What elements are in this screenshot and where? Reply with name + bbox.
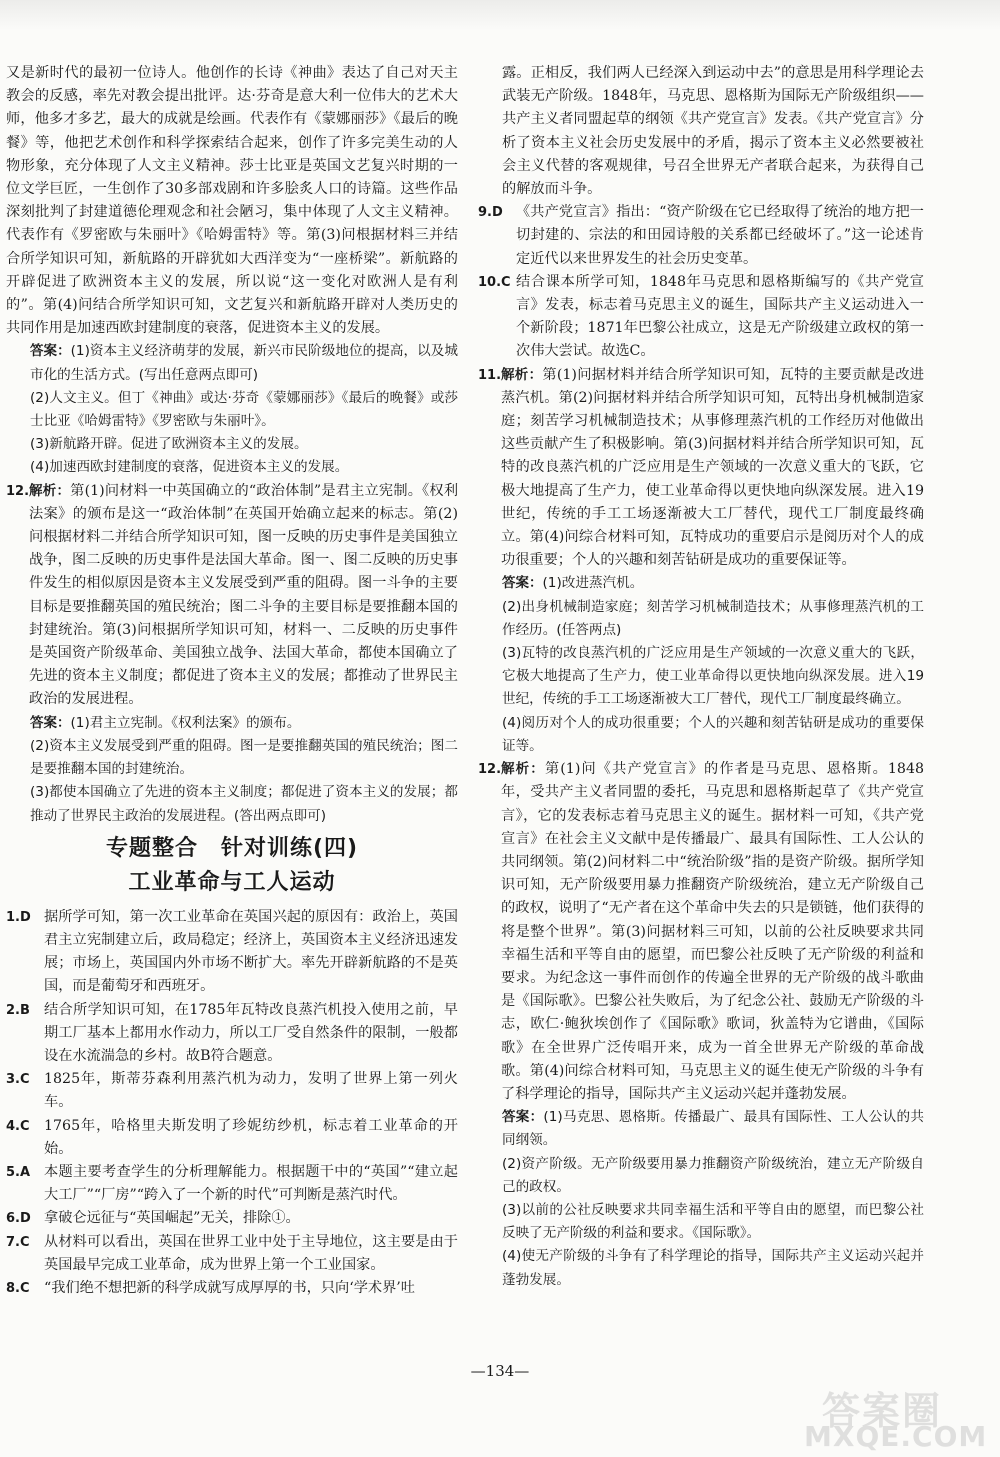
answer-label: 答案： bbox=[30, 714, 71, 731]
item-text: 1765年，哈格里夫斯发明了珍妮纺纱机，标志着工业革命的开始。 bbox=[44, 1117, 458, 1157]
watermark-url-icon: MXQE.COM bbox=[804, 1420, 988, 1453]
item-number: 10.C bbox=[478, 274, 511, 290]
answer-label: 答案： bbox=[502, 575, 543, 592]
item-number: 5.A bbox=[6, 1164, 31, 1180]
item-number: 4.C bbox=[6, 1118, 30, 1134]
page-number: —134— bbox=[470, 1362, 530, 1380]
item-text: 据所学可知，第一次工业革命在英国兴起的原因有：政治上，英国君主立宪制建立后，政局稳定；经济上，英国资本主义经济迅速发展；市场上，英国国内外市场不断扩大。率先开辟新航路的不是英国，而是葡萄牙和西班牙。 bbox=[44, 908, 458, 995]
answer-item bbox=[478, 271, 924, 364]
q12-answer-1: (1)马克思、恩格斯。传播最广、最具有国际性、工人公认的共同纲领。 bbox=[502, 1109, 924, 1149]
item-text: 结合课本所学可知，1848年马克思和恩格斯编写的《共产党宣言》发表，标志着马克思主义的诞生，国际共产主义运动进入一个新阶段；1871年巴黎公社成立，这是无产阶级建立政权的第一次伟大尝试。故选C。 bbox=[516, 273, 924, 360]
answer-item bbox=[6, 1277, 458, 1300]
q11-answer-3: (3)瓦特的改良蒸汽机的广泛应用是生产领域的一次意义重大的飞跃，它极大地提高了生产力，使工业革命得以更快地向纵深发展。进入19世纪，传统的手工工场逐渐被大工厂替代，现代工厂制度最终确立。 bbox=[502, 645, 924, 708]
analysis-label: 解析： bbox=[29, 482, 71, 499]
q11-answer-2: (2)出身机械制造家庭；刻苦学习机械制造技术；从事修理蒸汽机的工作经历。(任答两点) bbox=[502, 598, 924, 638]
answer-list bbox=[6, 906, 458, 1300]
item-number: 6.D bbox=[6, 1211, 31, 1227]
item-number: 7.C bbox=[6, 1234, 30, 1250]
item-text: 拿破仑远征与“英国崛起”无关，排除①。 bbox=[44, 1210, 300, 1227]
q11-answer-4: (4)阅历对个人的成功很重要；个人的兴趣和刻苦钻研是成功的重要保证等。 bbox=[502, 714, 924, 754]
item-number: 2.B bbox=[6, 1002, 30, 1018]
question-number: 12. bbox=[478, 762, 502, 778]
continued-paragraph: 露。正相反，我们两人已经深入到运动中去”的意思是用科学理论去武装无产阶级。1848年，马克思、恩格斯为国际无产阶级组织——共产主义者同盟起草的纲领《共产党宣言》发表。《共产党宣言》分析了资本主义社会历史发展中的矛盾，揭示了资本主义必然要被社会主义代替的客观规律，号召全世界无产者联合起来，为获得自己的解放而斗争。 bbox=[502, 65, 924, 198]
analysis-text: 第(1)问材料一中英国确立的“政治体制”是君主立宪制。《权利法案》的颁布是这一“政治体制”在英国开始确立起来的标志。第(2)问根据材料二并结合所学知识可知，图一反映的历史事件是美国独立战争，图二反映的历史事件是法国大革命。图一、图二反映的历史事件发生的相似原因是资本主义发展受到严重的阻碍。图一斗争的主要目标是要推翻英国的殖民统治；图二斗争的主要目标是要推翻本国的封建统治。第(3)问根据所学知识可知，材料一、二反映的历史事件是英国资产阶级革命、美国独立战争、法国大革命，都使本国确立了先进的资本主义制度；都促进了资本主义的发展；都推动了世界民主政治的发展进程。 bbox=[29, 482, 459, 708]
answer-line-3: (3)新航路开辟。促进了欧洲资本主义的发展。 bbox=[30, 436, 308, 453]
question-number: 12. bbox=[6, 483, 30, 499]
analysis-text: 第(1)问据材料并结合所学知识可知，瓦特的主要贡献是改进蒸汽机。第(2)问据材料并结合所学知识可知，瓦特出身机械制造家庭；刻苦学习机械制造技术；从事修理蒸汽机的工作经历对他做出这些贡献产生了积极影响。第(3)问据材料并结合所学知识可知，瓦特的改良蒸汽机的广泛应用是生产领域的一次意义重大的飞跃，它极大地提高了生产力，使工业革命得以更快地向纵深发展。进入19世纪，传统的手工工场逐渐被大工厂替代，现代工厂制度最终确立。第(4)问综合材料可知，瓦特成功的重要启示是阅历对个人的成功很重要；个人的兴趣和刻苦钻研是成功的重要保证等。 bbox=[501, 366, 924, 569]
section-subtitle: 工业革命与工人运动 bbox=[128, 869, 336, 895]
intro-paragraph: 又是新时代的最初一位诗人。他创作的长诗《神曲》表达了自己对天主教会的反感，率先对教会提出批评。达·芬奇是意大利一位伟大的艺术大师，他多才多艺，最大的成就是绘画。代表作有《蒙娜丽莎》《最后的晚餐》等，他把艺术创作和科学探索结合起来，创作了许多完美生动的人物形象，充分体现了人文主义精神。莎士比亚是英国文艺复兴时期的一位文学巨匠，一生创作了30多部戏剧和许多脍炙人口的诗篇。这些作品深刻批判了封建道德伦理观念和社会陋习，集中体现了人文主义精神。代表作有《罗密欧与朱丽叶》《哈姆雷特》等。第(3)问根据材料三并结合所学知识可知，新航路的开辟犹如大西洋变为“一座桥梁”。新航路的开辟促进了欧洲资本主义的发展，所以说“这一变化对欧洲人是有利的”。第(4)问结合所学知识可知，文艺复兴和新航路开辟对人类历史的共同作用是加速西欧封建制度的衰落，促进资本主义的发展。 bbox=[6, 65, 458, 337]
answer-item bbox=[6, 906, 458, 999]
item-text: 本题主要考查学生的分析理解能力。根据题干中的“英国”“建立起大工厂”“厂房”“跨入了一个新的时代”可判断是蒸汽时代。 bbox=[44, 1163, 458, 1204]
answer-item bbox=[6, 1115, 458, 1161]
answer-line-2: (2)人文主义。但丁《神曲》或达·芬奇《蒙娜丽莎》《最后的晚餐》或莎士比亚《哈姆雷特》《罗密欧与朱丽叶》。 bbox=[30, 389, 458, 430]
item-text: 《共产党宣言》指出：“资产阶级在它已经取得了统治的地方把一切封建的、宗法的和田园诗般的关系都已经破坏了。”这一论述肯定近代以来世界发生的社会历史变革。 bbox=[516, 204, 924, 267]
answer-line-4: (4)加速西欧封建制度的衰落，促进资本主义的发展。 bbox=[30, 459, 349, 476]
answer-block bbox=[6, 340, 458, 386]
answer-item bbox=[6, 1161, 458, 1207]
item-text: 从材料可以看出，英国在世界工业中处于主导地位，这主要是由于英国最早完成工业革命，成为世界上第一个工业国家。 bbox=[44, 1233, 458, 1273]
answer-line-1: (1)资本主义经济萌芽的发展，新兴市民阶级地位的提高，以及城市化的生活方式。(写出任意两点即可) bbox=[30, 343, 458, 383]
q12-answer-3: (3)都使本国确立了先进的资本主义制度；都促进了资本主义的发展；都推动了世界民主政治的发展进程。(答出两点即可) bbox=[30, 784, 458, 824]
q12-answer-block bbox=[6, 712, 458, 735]
scan-top-edge bbox=[0, 0, 1000, 30]
section-heading bbox=[6, 832, 458, 900]
q12-answer-3: (3)以前的公社反映要求共同幸福生活和平等自由的愿望，而巴黎公社反映了无产阶级的利益和要求。《国际歌》。 bbox=[502, 1201, 924, 1242]
q12-answer-4: (4)使无产阶级的斗争有了科学理论的指导，国际共产主义运动兴起并蓬勃发展。 bbox=[502, 1248, 924, 1288]
right-column bbox=[478, 62, 924, 1292]
q11-answer-block bbox=[478, 572, 924, 595]
answer-item bbox=[478, 201, 924, 271]
answer-item bbox=[6, 1207, 458, 1230]
q11-answer-1: (1)改进蒸汽机。 bbox=[542, 575, 644, 592]
watermark-logo-icon: 答案圈 bbox=[822, 1389, 943, 1433]
q12-answer-1: (1)君主立宪制。《权利法案》的颁布。 bbox=[70, 714, 301, 731]
q12-answer-2: (2)资本主义发展受到严重的阻碍。图一是要推翻英国的殖民统治；图二是要推翻本国的封建统治。 bbox=[30, 737, 458, 778]
item-text: 1825年，斯蒂芬森利用蒸汽机为动力，发明了世界上第一列火车。 bbox=[44, 1071, 458, 1111]
item-text: “我们绝不想把新的科学成就写成厚厚的书，只向‘学术界’吐 bbox=[44, 1279, 415, 1296]
analysis-text: 第(1)问《共产党宣言》的作者是马克思、恩格斯。1848年，受共产主义者同盟的委托，马克思和恩格斯起草了《共产党宣言》，它的发表标志着马克思主义的诞生。据材料一可知，《共产党宣言》在社会主义文献中是传播最广、最具有国际性、工人公认的共同纲领。第(2)问材料二中“统治阶级”指的是资产阶级。据所学知识可知，无产阶级要用暴力推翻资产阶级统治，建立无产阶级自己的政权，说明了“无产者在这个革命中失去的只是锁链，他们获得的将是整个世界”。第(3)问据材料三可知，以前的公社反映要求共同幸福生活和平等自由的愿望，而巴黎公社反映了无产阶级的利益和要求。为纪念这一事件而创作的传遍全世界的无产阶级的战斗歌曲是《国际歌》。巴黎公社失败后，为了纪念公社、鼓励无产阶级的斗志，欧仁·鲍狄埃创作了《国际歌》歌词，狄盖特为它谱曲，《国际歌》在全世界广泛传唱开来，成为一首全世界无产阶级的革命战歌。第(4)问综合材料可知，马克思主义的诞生使无产阶级的斗争有了科学理论的指导，国际共产主义运动兴起并蓬勃发展。 bbox=[501, 761, 924, 1102]
left-column bbox=[6, 62, 458, 1300]
section-title: 专题整合 针对训练(四) bbox=[105, 835, 359, 861]
analysis-label: 解析： bbox=[501, 761, 545, 778]
item-number: 1.D bbox=[6, 909, 31, 925]
watermark-logo bbox=[804, 1380, 994, 1452]
analysis-label: 解析： bbox=[501, 366, 543, 383]
item-number: 3.C bbox=[6, 1072, 30, 1088]
answer-item bbox=[6, 1068, 458, 1114]
answer-item bbox=[6, 999, 458, 1069]
question-12-analysis bbox=[478, 758, 924, 1106]
answer-label: 答案： bbox=[30, 343, 71, 360]
item-text: 结合所学知识可知，在1785年瓦特改良蒸汽机投入使用之前，早期工厂基本上都用水作动力，所以工厂受自然条件的限制，一般都设在水流湍急的乡村。故B符合题意。 bbox=[44, 1001, 458, 1064]
q12-answer-block bbox=[478, 1106, 924, 1152]
q12-answer-2: (2)资产阶级。无产阶级要用暴力推翻资产阶级统治，建立无产阶级自己的政权。 bbox=[502, 1155, 924, 1195]
question-number: 11. bbox=[478, 367, 502, 383]
answer-item bbox=[6, 1231, 458, 1277]
answer-label: 答案： bbox=[502, 1109, 544, 1126]
question-12-analysis bbox=[6, 480, 458, 712]
item-number: 9.D bbox=[478, 205, 503, 221]
answer-list bbox=[478, 201, 924, 363]
question-11-analysis bbox=[478, 364, 924, 573]
item-number: 8.C bbox=[6, 1280, 30, 1296]
